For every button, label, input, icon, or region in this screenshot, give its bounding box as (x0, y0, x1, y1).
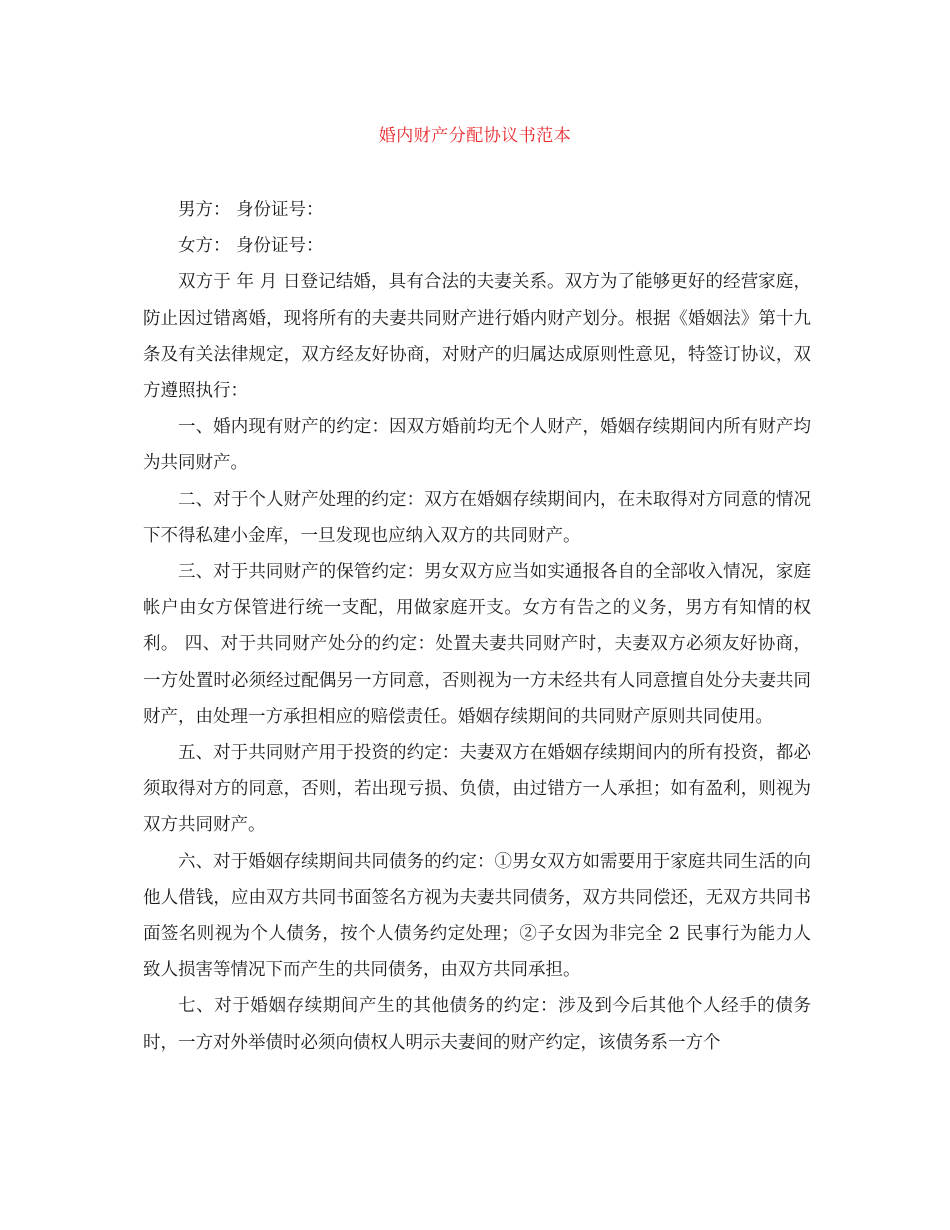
clause-2-paragraph: 二、对于个人财产处理的约定：双方在婚姻存续期间内，在未取得对方同意的情况下不得私建小金库，一旦发现也应纳入双方的共同财产。 (143, 489, 811, 546)
clause-5-paragraph: 五、对于共同财产用于投资的约定：夫妻双方在婚姻存续期间内的所有投资，都必须取得对方的同意，否则，若出现亏损、负债，由过错方一人承担；如有盈利，则视为双方共同财产。 (143, 743, 811, 836)
clause-7-paragraph: 七、对于婚姻存续期间产生的其他债务的约定：涉及到今后其他个人经手的债务时，一方对外举债时必须向债权人明示夫妻间的财产约定，该债务系一方个 (143, 996, 811, 1053)
document-title: 婚内财产分配协议书范本 (378, 126, 572, 146)
clause-1-paragraph: 一、婚内现有财产的约定：因双方婚前均无个人财产，婚姻存续期间内所有财产均为共同财产。 (143, 417, 811, 474)
party-female-line: 女方： 身份证号： (178, 236, 324, 257)
clause-6-paragraph: 六、对于婚姻存续期间共同债务的约定：①男女双方如需要用于家庭共同生活的向他人借钱，应由双方共同书面签名方视为夫妻共同债务，双方共同偿还，无双方共同书面签名则视为个人债务，按个人债务约定处理；②子女因为非完全 2 民事行为能力人致人损害等情况下而产生的共同债务，由双方共同承担。 (143, 851, 811, 981)
preamble-paragraph: 双方于 年 月 日登记结婚，具有合法的夫妻关系。双方为了能够更好的经营家庭，防止因过错离婚，现将所有的夫妻共同财产进行婚内财产划分。根据《婚姻法》第十九条及有关法律规定，双方经友好协商，对财产的归属达成原则性意见，特签订协议，双方遵照执行： (143, 272, 811, 402)
clause-3-4-paragraph: 三、对于共同财产的保管约定：男女双方应当如实通报各自的全部收入情况，家庭帐户由女方保管进行统一支配，用做家庭开支。女方有告之的义务，男方有知情的权利。 四、对于共同财产处分的约定：处置夫妻共同财产时，夫妻双方必须友好协商，一方处置时必须经过配偶另一方同意，否则视为一方未经共有人同意擅自处分夫妻共同财产，由处理一方承担相应的赔偿责任。婚姻存续期间的共同财产原则共同使用。 (143, 562, 811, 727)
document-body (143, 192, 811, 1061)
party-male-line: 男方： 身份证号： (178, 200, 324, 220)
